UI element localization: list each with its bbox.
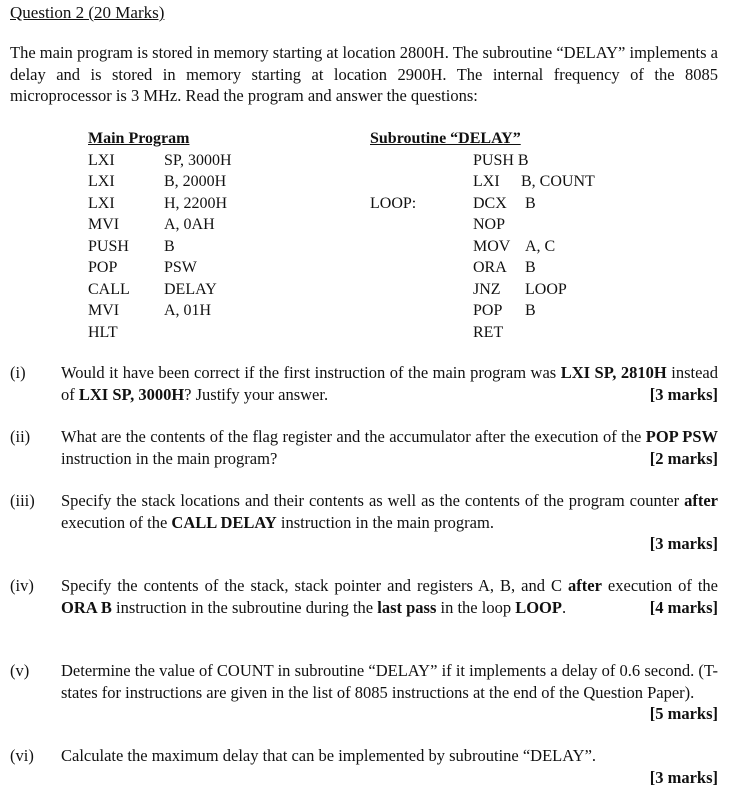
operand: B, 2000H — [164, 173, 227, 190]
question-number: (iii) — [10, 491, 35, 510]
mnemonic: ORA — [473, 259, 507, 276]
subroutine-heading: Subroutine “DELAY” — [370, 130, 521, 147]
sub-line — [370, 300, 595, 322]
main-line — [88, 236, 232, 258]
question-text: Specify the contents of the stack, stack pointer and registers A, B, and C after execution of the ORA B instruction in the subroutine during the last pass in the loop LOOP. [4 marks] — [61, 576, 718, 617]
question-number: (vi) — [10, 746, 34, 765]
intro-paragraph: The main program is stored in memory starting at location 2800H. The subroutine “DELAY” implements a delay and is stored in memory starting at location 2900H. The internal frequency of the 8085 microprocessor is 3 MHz. Read the program and answer the questions: — [10, 43, 718, 105]
operand: DELAY — [164, 280, 217, 298]
sub-line — [370, 214, 595, 236]
mnemonic: POP — [88, 259, 118, 276]
mnemonic: RET — [473, 323, 504, 341]
label — [370, 300, 473, 322]
mnemonic: HLT — [88, 323, 118, 341]
label — [370, 171, 473, 193]
operand: B — [525, 302, 536, 319]
mnemonic: LXI — [88, 151, 115, 169]
main-line — [88, 193, 232, 215]
label — [370, 150, 473, 172]
operand: H, 2200H — [164, 194, 228, 212]
sub-line — [370, 322, 595, 344]
main-line — [88, 150, 232, 172]
main-line — [88, 322, 232, 344]
main-program-listing — [88, 128, 232, 343]
operand: A, C — [525, 237, 556, 255]
label: LOOP: — [370, 194, 417, 212]
label — [370, 322, 473, 344]
question-number: (iv) — [10, 576, 34, 595]
mnemonic: MVI — [88, 302, 120, 319]
question-title: Question 2 (20 Marks) — [10, 3, 165, 22]
main-line — [88, 214, 232, 236]
sub-line — [370, 150, 595, 172]
question-number: (ii) — [10, 427, 31, 446]
sub-line — [370, 236, 595, 258]
question-text: What are the contents of the flag register and the accumulator after the execution of the POP PSW instruction in the main program? [2 marks] — [61, 427, 718, 468]
question-text: Calculate the maximum delay that can be implemented by subroutine “DELAY”. [3 marks] — [61, 746, 718, 787]
sub-line — [370, 171, 595, 193]
question-text: Determine the value of COUNT in subroutine “DELAY” if it implements a delay of 0.6 second. (T-states for instructions are given in the list of 8085 instructions at the end of the Question Paper). [5 marks] — [61, 661, 718, 723]
label — [370, 279, 473, 301]
mnemonic: LXI — [88, 173, 115, 190]
operand: B — [525, 259, 536, 276]
mnemonic: MVI — [88, 216, 120, 233]
marks: [3 marks] — [649, 384, 718, 404]
question-number: (v) — [10, 661, 30, 680]
mnemonic: POP — [473, 302, 503, 319]
question-number: (i) — [10, 363, 26, 382]
operand: A, 01H — [164, 302, 212, 319]
label — [370, 214, 473, 236]
marks: [2 marks] — [649, 448, 718, 468]
question-text: Specify the stack locations and their contents as well as the contents of the program counter after execution of the CALL DELAY instruction in the main program. [3 marks] — [61, 491, 718, 553]
mnemonic: PUSH B — [473, 151, 529, 169]
question-text: Would it have been correct if the first instruction of the main program was LXI SP, 2810H instead of LXI SP, 3000H? Justify your answer. [3 marks] — [61, 363, 718, 404]
mnemonic: LXI — [88, 194, 115, 212]
operand: LOOP — [525, 280, 567, 298]
mnemonic: DCX — [473, 194, 507, 212]
mnemonic: NOP — [473, 216, 506, 233]
mnemonic: LXI — [473, 173, 500, 190]
label — [370, 236, 473, 258]
label — [370, 257, 473, 279]
mnemonic: CALL — [88, 280, 130, 298]
main-line — [88, 171, 232, 193]
mnemonic: PUSH — [88, 237, 129, 255]
main-program-heading: Main Program — [88, 130, 190, 147]
operand: B, COUNT — [521, 173, 595, 190]
operand: B — [164, 237, 175, 255]
operand: B — [525, 194, 536, 212]
marks: [5 marks] — [649, 704, 718, 723]
sub-line — [370, 193, 595, 215]
marks: [4 marks] — [649, 597, 718, 617]
sub-line — [370, 257, 595, 279]
subroutine-listing — [370, 128, 595, 343]
marks: [3 marks] — [649, 534, 718, 553]
operand: SP, 3000H — [164, 151, 232, 169]
sub-line — [370, 279, 595, 301]
operand: A, 0AH — [164, 216, 215, 233]
marks: [3 marks] — [649, 767, 718, 787]
main-line — [88, 300, 232, 322]
mnemonic: MOV — [473, 237, 511, 255]
mnemonic: JNZ — [473, 280, 501, 298]
main-line — [88, 279, 232, 301]
operand: PSW — [164, 259, 197, 276]
main-line — [88, 257, 232, 279]
